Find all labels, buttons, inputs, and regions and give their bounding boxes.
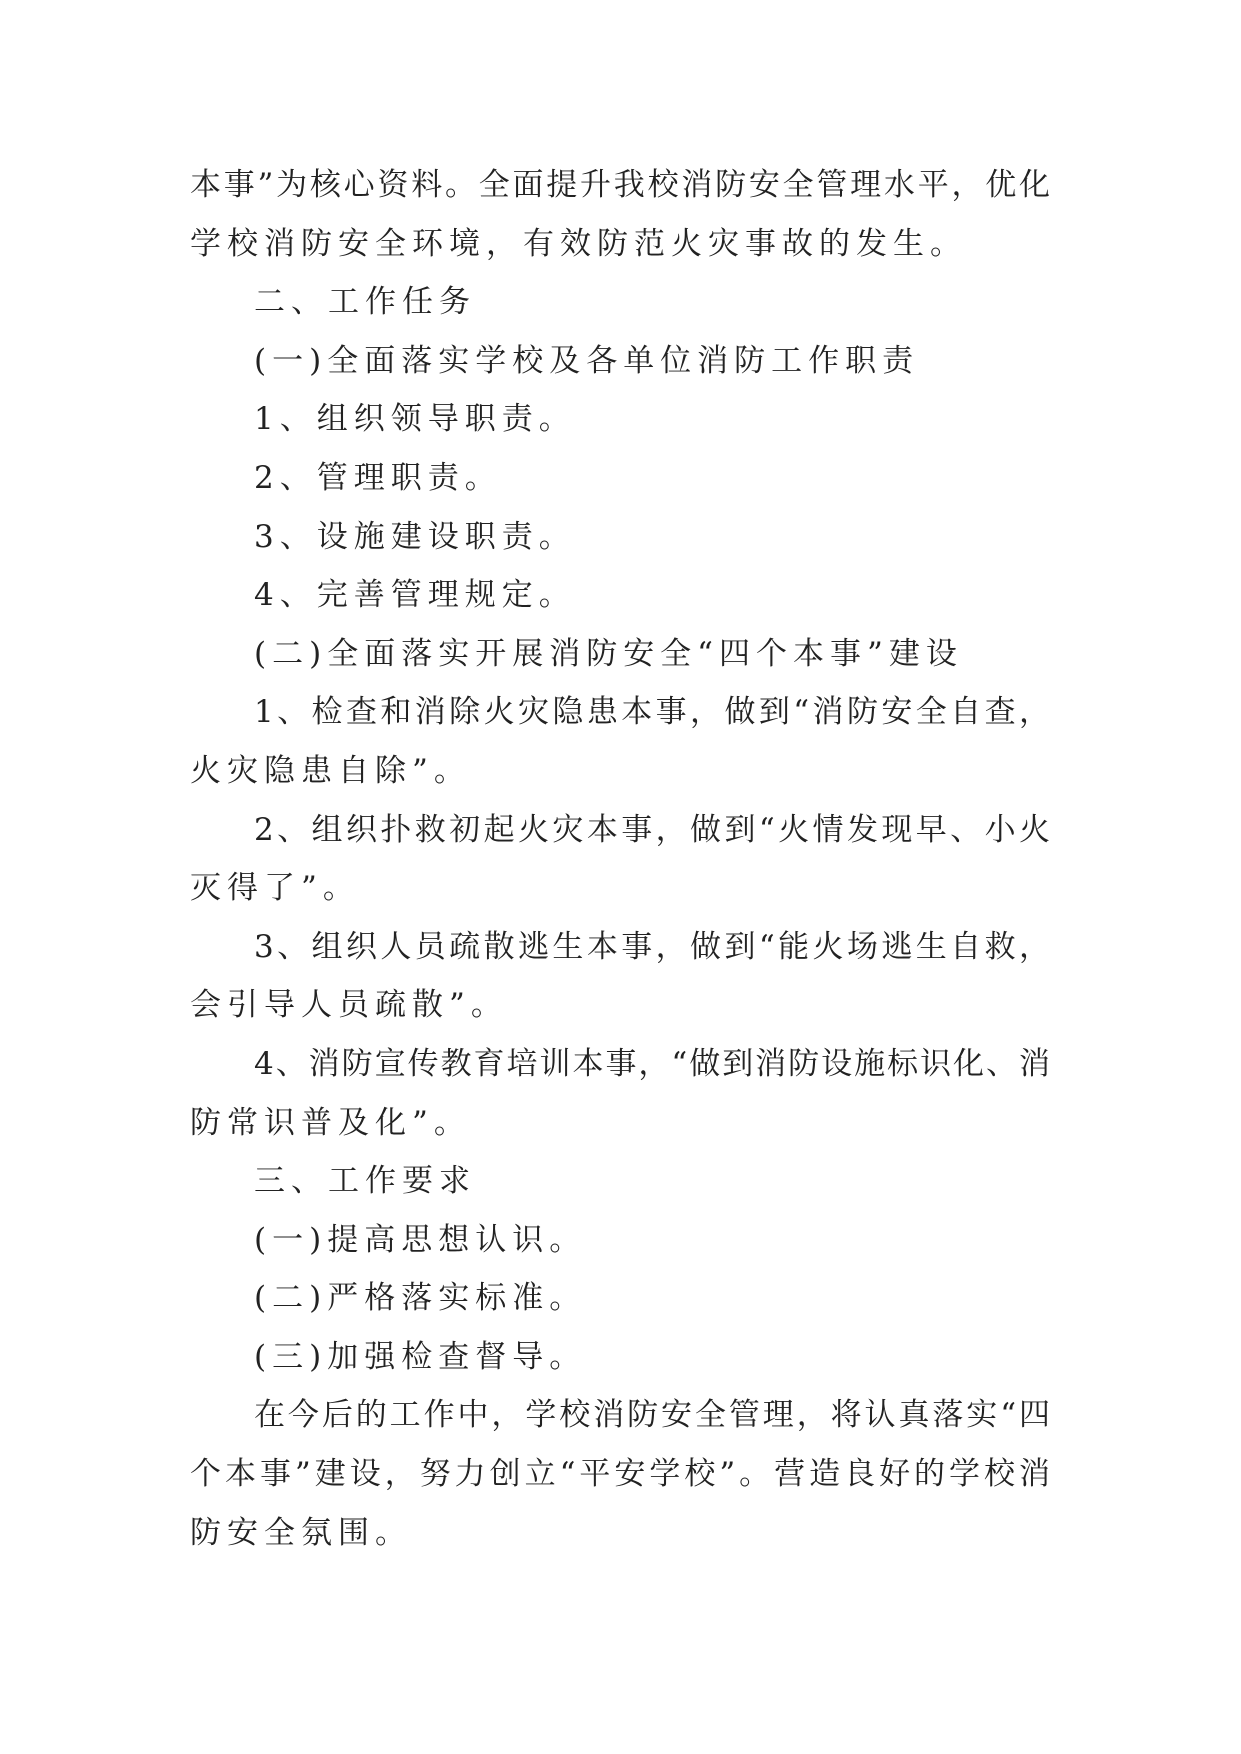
section-heading: 三、工作要求 — [254, 1163, 476, 1200]
text-line: 本事”为核心资料。全面提升我校消防安全管理水平，优化 — [190, 167, 1050, 203]
list-item: 4、完善管理规定。 — [254, 577, 576, 614]
section-heading: 二、工作任务 — [254, 284, 476, 321]
list-item: 3、组织人员疏散逃生本事，做到“能火场逃生自救， — [254, 928, 1050, 965]
list-item: (三)加强检查督导。 — [254, 1338, 587, 1375]
text-line: 防常识普及化”。 — [190, 1104, 471, 1141]
list-item: (一)提高思想认识。 — [254, 1221, 587, 1258]
list-item: 1、检查和消除火灾隐患本事，做到“消防安全自查， — [254, 694, 1050, 731]
text-line: 会引导人员疏散”。 — [190, 987, 508, 1024]
text-line: 火灾隐患自除”。 — [190, 752, 471, 789]
subsection-heading: (二)全面落实开展消防安全“四个本事”建设 — [254, 635, 963, 672]
paragraph-line: 防安全氛围。 — [190, 1514, 412, 1551]
list-item: 3、设施建设职责。 — [254, 518, 576, 555]
list-item: 2、组织扑救初起火灾本事，做到“火情发现早、小火 — [254, 811, 1050, 848]
text-line: 学校消防安全环境，有效防范火灾事故的发生。 — [190, 225, 967, 262]
list-item: 2、管理职责。 — [254, 459, 502, 496]
document-body — [190, 156, 1050, 1562]
paragraph-line: 个本事”建设，努力创立“平安学校”。营造良好的学校消 — [190, 1456, 1050, 1493]
list-item: 1、组织领导职责。 — [254, 401, 576, 438]
paragraph-line: 在今后的工作中，学校消防安全管理，将认真落实“四 — [254, 1397, 1050, 1434]
subsection-heading: (一)全面落实学校及各单位消防工作职责 — [254, 342, 920, 379]
list-item: 4、消防宣传教育培训本事，“做到消防设施标识化、消 — [254, 1045, 1050, 1082]
text-line: 灭得了”。 — [190, 870, 360, 907]
list-item: (二)严格落实标准。 — [254, 1280, 587, 1317]
